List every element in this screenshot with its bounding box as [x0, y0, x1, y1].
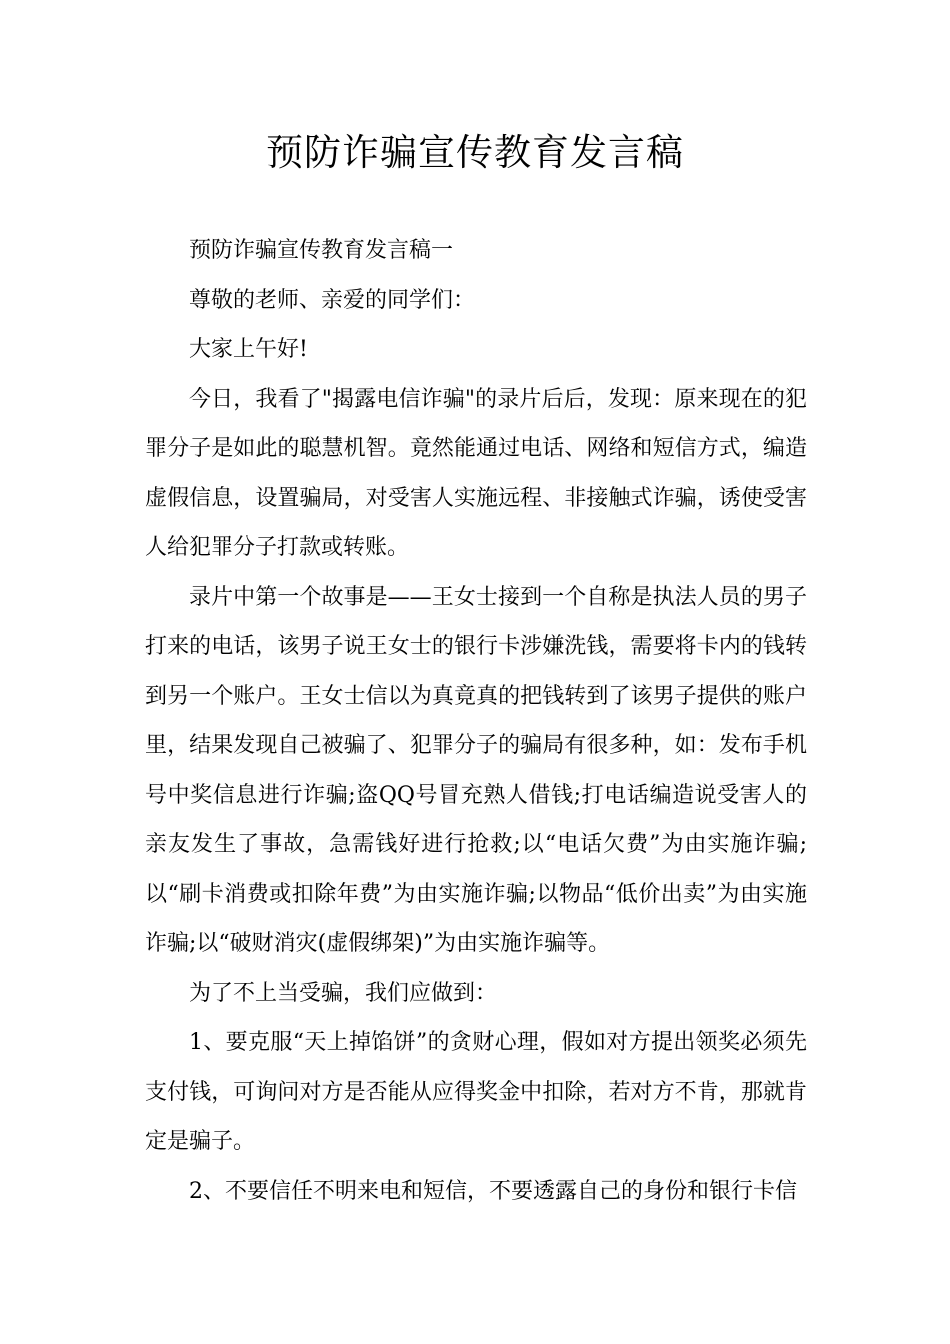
paragraph-advice-heading: 为了不上当受骗，我们应做到： — [189, 980, 498, 1006]
paragraph-story: 录片中第一个故事是——王女士接到一个自称是执法人员的男子打来的电话，该男子说王女士的银行卡涉嫌洗钱，需要将卡内的钱转到另一个账户。王女士信以为真竟真的把钱转到了该男子提供的账户里，结果发现自己被骗了、犯罪分子的骗局有很多种，如：发布手机号中奖信息进行诈骗;盗QQ号冒充熟人借钱;打电话编造说受害人的亲友发生了事故，急需钱好进行抢救;以“电话欠费”为由实施诈骗;以“刷卡消费或扣除年费”为由实施诈骗;以物品“低价出卖”为由实施诈骗;以“破财消灾(虚假绑架)”为由实施诈骗等。 — [145, 584, 807, 956]
paragraph-advice-1: 1、要克服“天上掉馅饼”的贪财心理，假如对方提出领奖必须先支付钱，可询问对方是否能从应得奖金中扣除，若对方不肯，那就肯定是骗子。 — [145, 1030, 807, 1154]
paragraph-subtitle: 预防诈骗宣传教育发言稿一 — [189, 238, 454, 263]
document-body — [145, 226, 807, 1216]
paragraph-salutation: 尊敬的老师、亲爱的同学们： — [189, 287, 476, 313]
paragraph-intro: 今日，我看了"揭露电信诈骗"的录片后后，发现：原来现在的犯罪分子是如此的聪慧机智。竟然能通过电话、网络和短信方式，编造虚假信息，设置骗局，对受害人实施远程、非接触式诈骗，诱使受害人给犯罪分子打款或转账。 — [145, 386, 807, 560]
paragraph-greeting: 大家上午好! — [189, 337, 308, 362]
document-title: 预防诈骗宣传教育发言稿 — [266, 131, 684, 174]
paragraph-advice-2: 2、不要信任不明来电和短信，不要透露自己的身份和银行卡信 — [189, 1178, 797, 1204]
